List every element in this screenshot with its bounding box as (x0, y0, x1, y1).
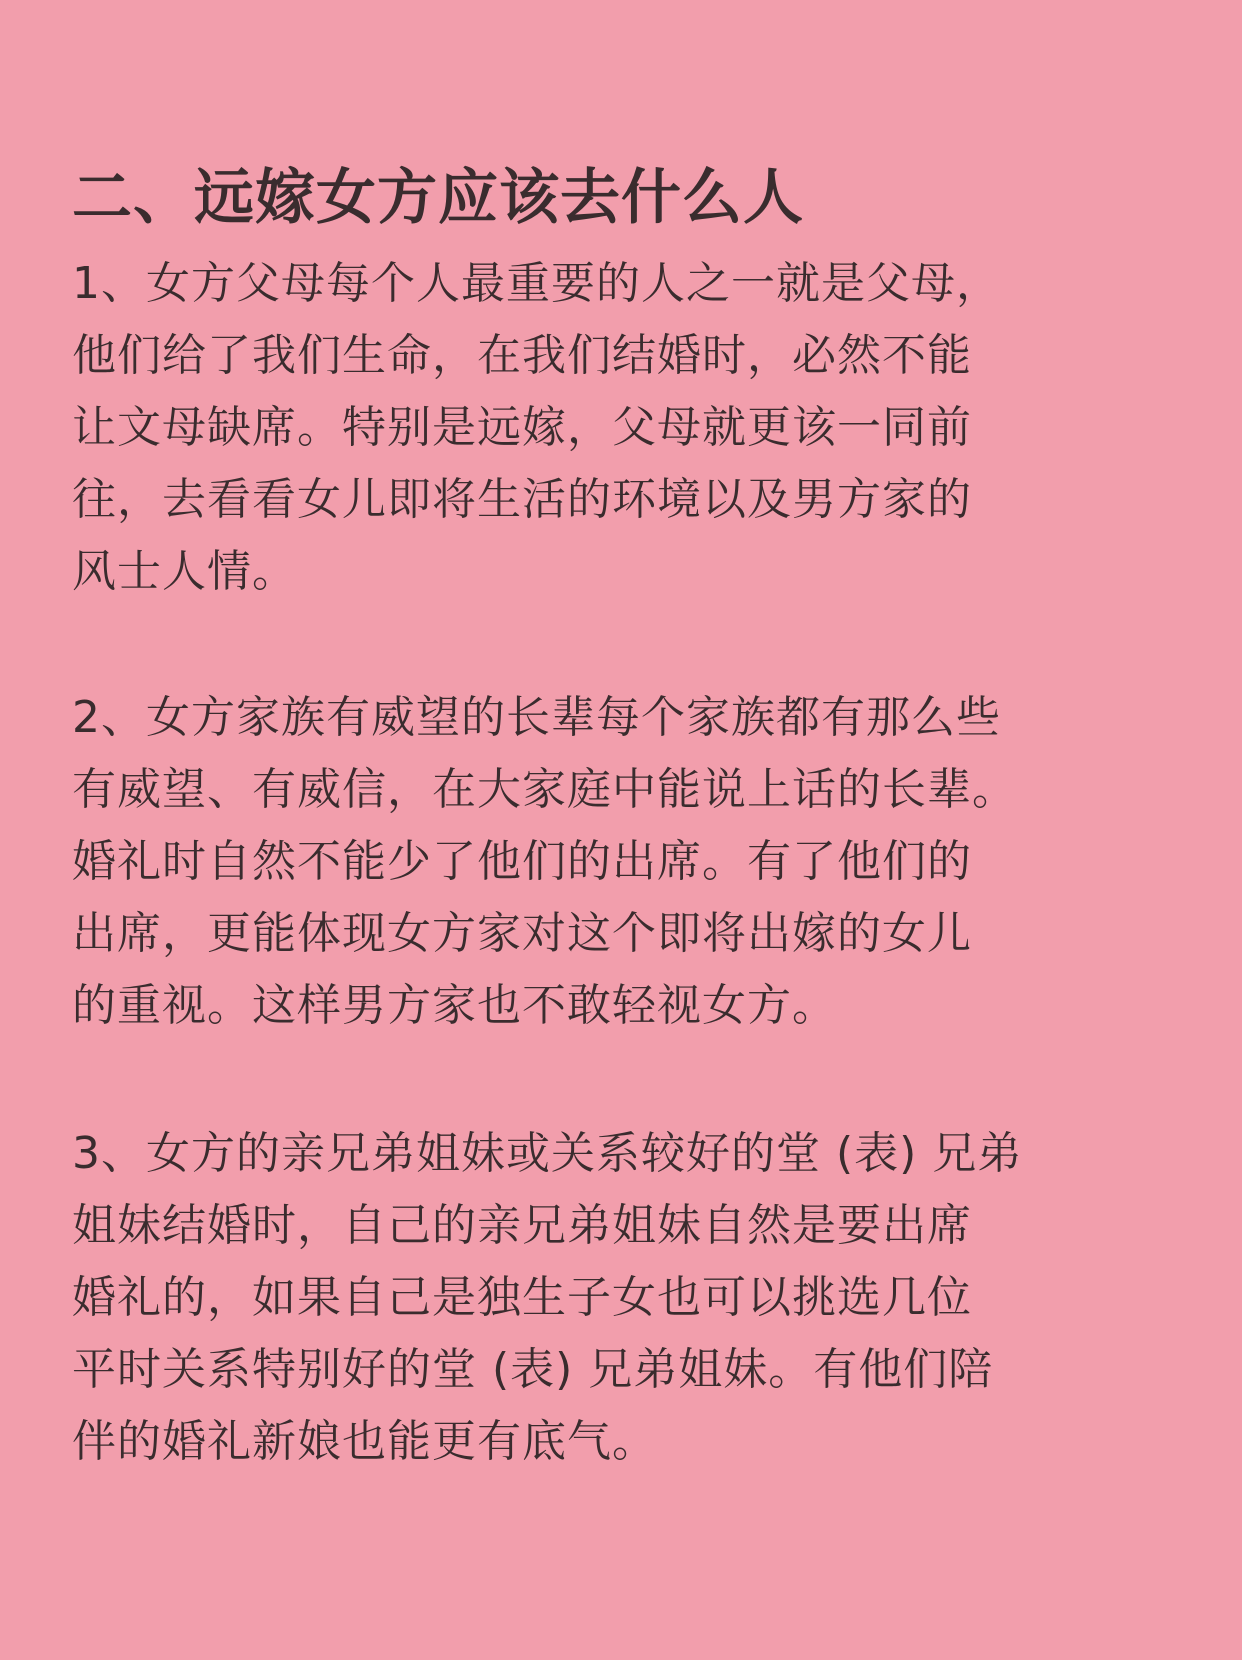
paragraph-line: 往，去看看女儿即将生活的环境以及男方家的 (72, 474, 972, 525)
paragraph-2 (72, 682, 1182, 1042)
paragraph-line: 2、女方家族有威望的长辈每个家族都有那么些 (72, 692, 1001, 743)
paragraph-line: 的重视。这样男方家也不敢轻视女方。 (72, 980, 837, 1031)
article-title: 二、远嫁女方应该去什么人 (72, 163, 804, 233)
paragraph-line: 有威望、有威信，在大家庭中能说上话的长辈。 (72, 764, 1017, 815)
paragraph-line: 姐妹结婚时，自己的亲兄弟姐妹自然是要出席 (72, 1200, 972, 1251)
paragraph-1 (72, 248, 1182, 608)
paragraph-line: 让文母缺席。特别是远嫁，父母就更该一同前 (72, 402, 972, 453)
paragraph-3 (72, 1118, 1182, 1478)
paragraph-line: 婚礼时自然不能少了他们的出席。有了他们的 (72, 836, 972, 887)
paragraph-line: 伴的婚礼新娘也能更有底气。 (72, 1416, 657, 1467)
paragraph-line: 风士人情。 (72, 546, 297, 597)
paragraph-line: 平时关系特别好的堂 (表) 兄弟姐妹。有他们陪 (72, 1344, 994, 1395)
paragraph-line: 3、女方的亲兄弟姐妹或关系较好的堂 (表) 兄弟 (72, 1128, 1023, 1179)
paragraph-line: 婚礼的，如果自己是独生子女也可以挑选几位 (72, 1272, 972, 1323)
paragraph-line: 1、女方父母每个人最重要的人之一就是父母， (72, 258, 1001, 309)
paragraph-line: 他们给了我们生命，在我们结婚时，必然不能 (72, 330, 972, 381)
paragraph-line: 出席，更能体现女方家对这个即将出嫁的女儿 (72, 908, 972, 959)
